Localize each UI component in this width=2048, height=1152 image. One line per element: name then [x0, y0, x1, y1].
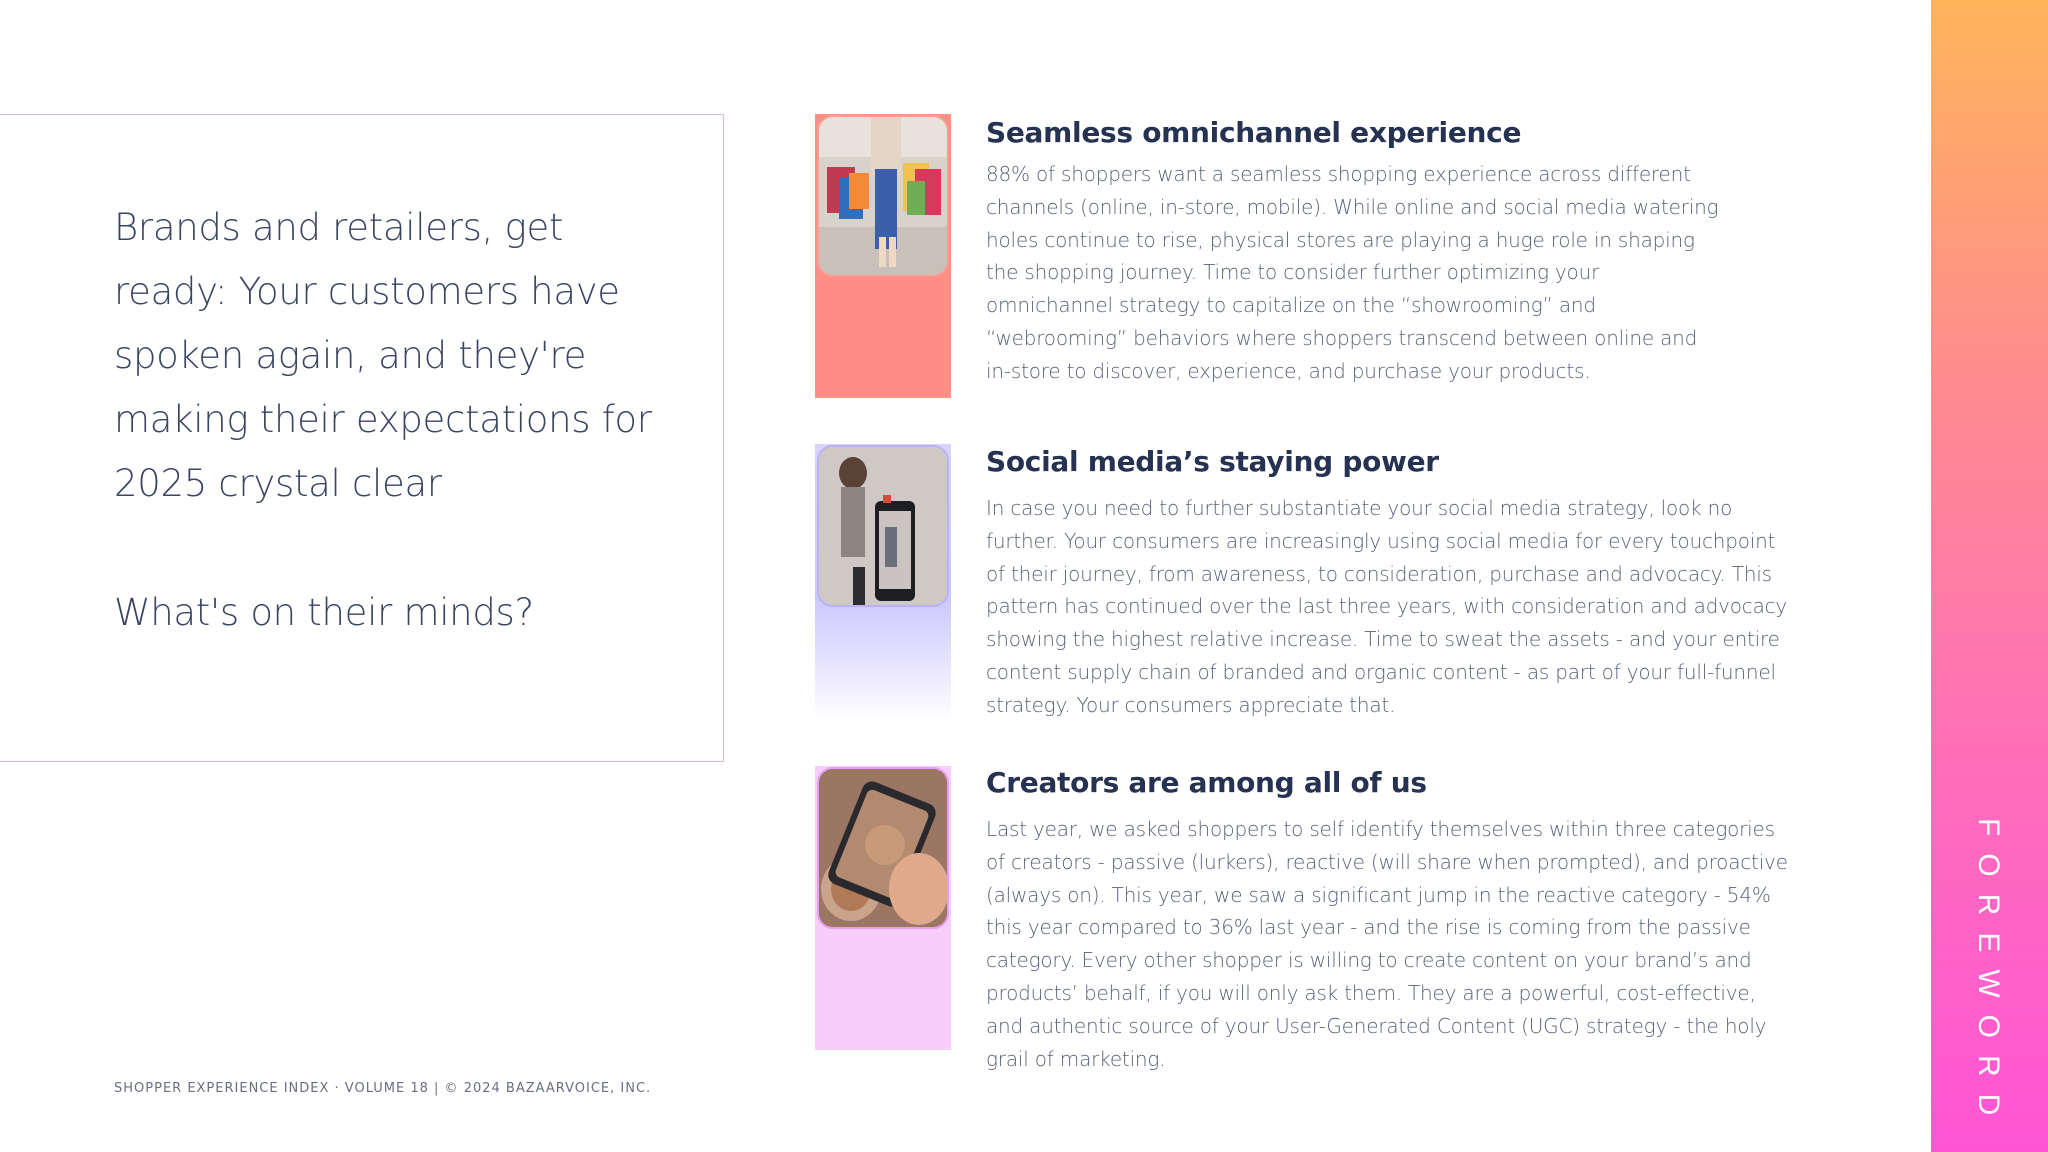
shopping-bags-image: [817, 115, 949, 277]
item-2-body: In case you need to further substantiate your social media strategy, look no further. Your consumers are increasingly using social media for every touchpoint of their journey, from awareness, to consideration, purchase and advocacy. This pattern has continued over the last three years, with consideration and advocacy showing the highest relative increase. Time to sweat the assets - and your entire content supply chain of branded and organic content - as part of your full-funnel strategy. Your consumers appreciate that.: [986, 496, 1788, 717]
footer-credit: SHOPPER EXPERIENCE INDEX · VOLUME 18 | © 2024 BAZAARVOICE, INC.: [114, 1081, 652, 1096]
section-tab-label: FOREWORD: [1972, 818, 2005, 1133]
item-3-body: Last year, we asked shoppers to self identify themselves within three categories of creators - passive (lurkers), reactive (will share when prompted), and proactive (always on). This year, we saw a significant jump in the reactive category - 54% this year compared to 36% last year - and the rise is coming from the passive category. Every other shopper is willing to create content on your brand’s and products’ behalf, if you will only ask them. They are a powerful, cost-effective, and authentic source of your User-Generated Content (UGC) strategy - the holy grail of marketing.: [986, 817, 1788, 1071]
item-1-body: 88% of shoppers want a seamless shopping experience across different channels (online, in-store, mobile). While online and social media watering holes continue to rise, physical stores are playing a huge role in shaping the shopping journey. Time to consider further optimizing your omnichannel strategy to capitalize on the “showrooming” and “webrooming” behaviors where shoppers transcend between online and in-store to discover, experience, and purchase your products.: [986, 162, 1719, 383]
intro-statement: Brands and retailers, get ready: Your customers have spoken again, and they're making their expectations for 2025 crystal clear: [114, 206, 652, 505]
item-1-title: Seamless omnichannel experience: [986, 116, 1522, 149]
item-2-title: Social media’s staying power: [986, 445, 1439, 478]
phone-filming-image: [817, 445, 949, 607]
intro-question: What's on their minds?: [114, 591, 534, 634]
coffee-photo-image: [817, 767, 949, 929]
item-3-title: Creators are among all of us: [986, 766, 1427, 799]
